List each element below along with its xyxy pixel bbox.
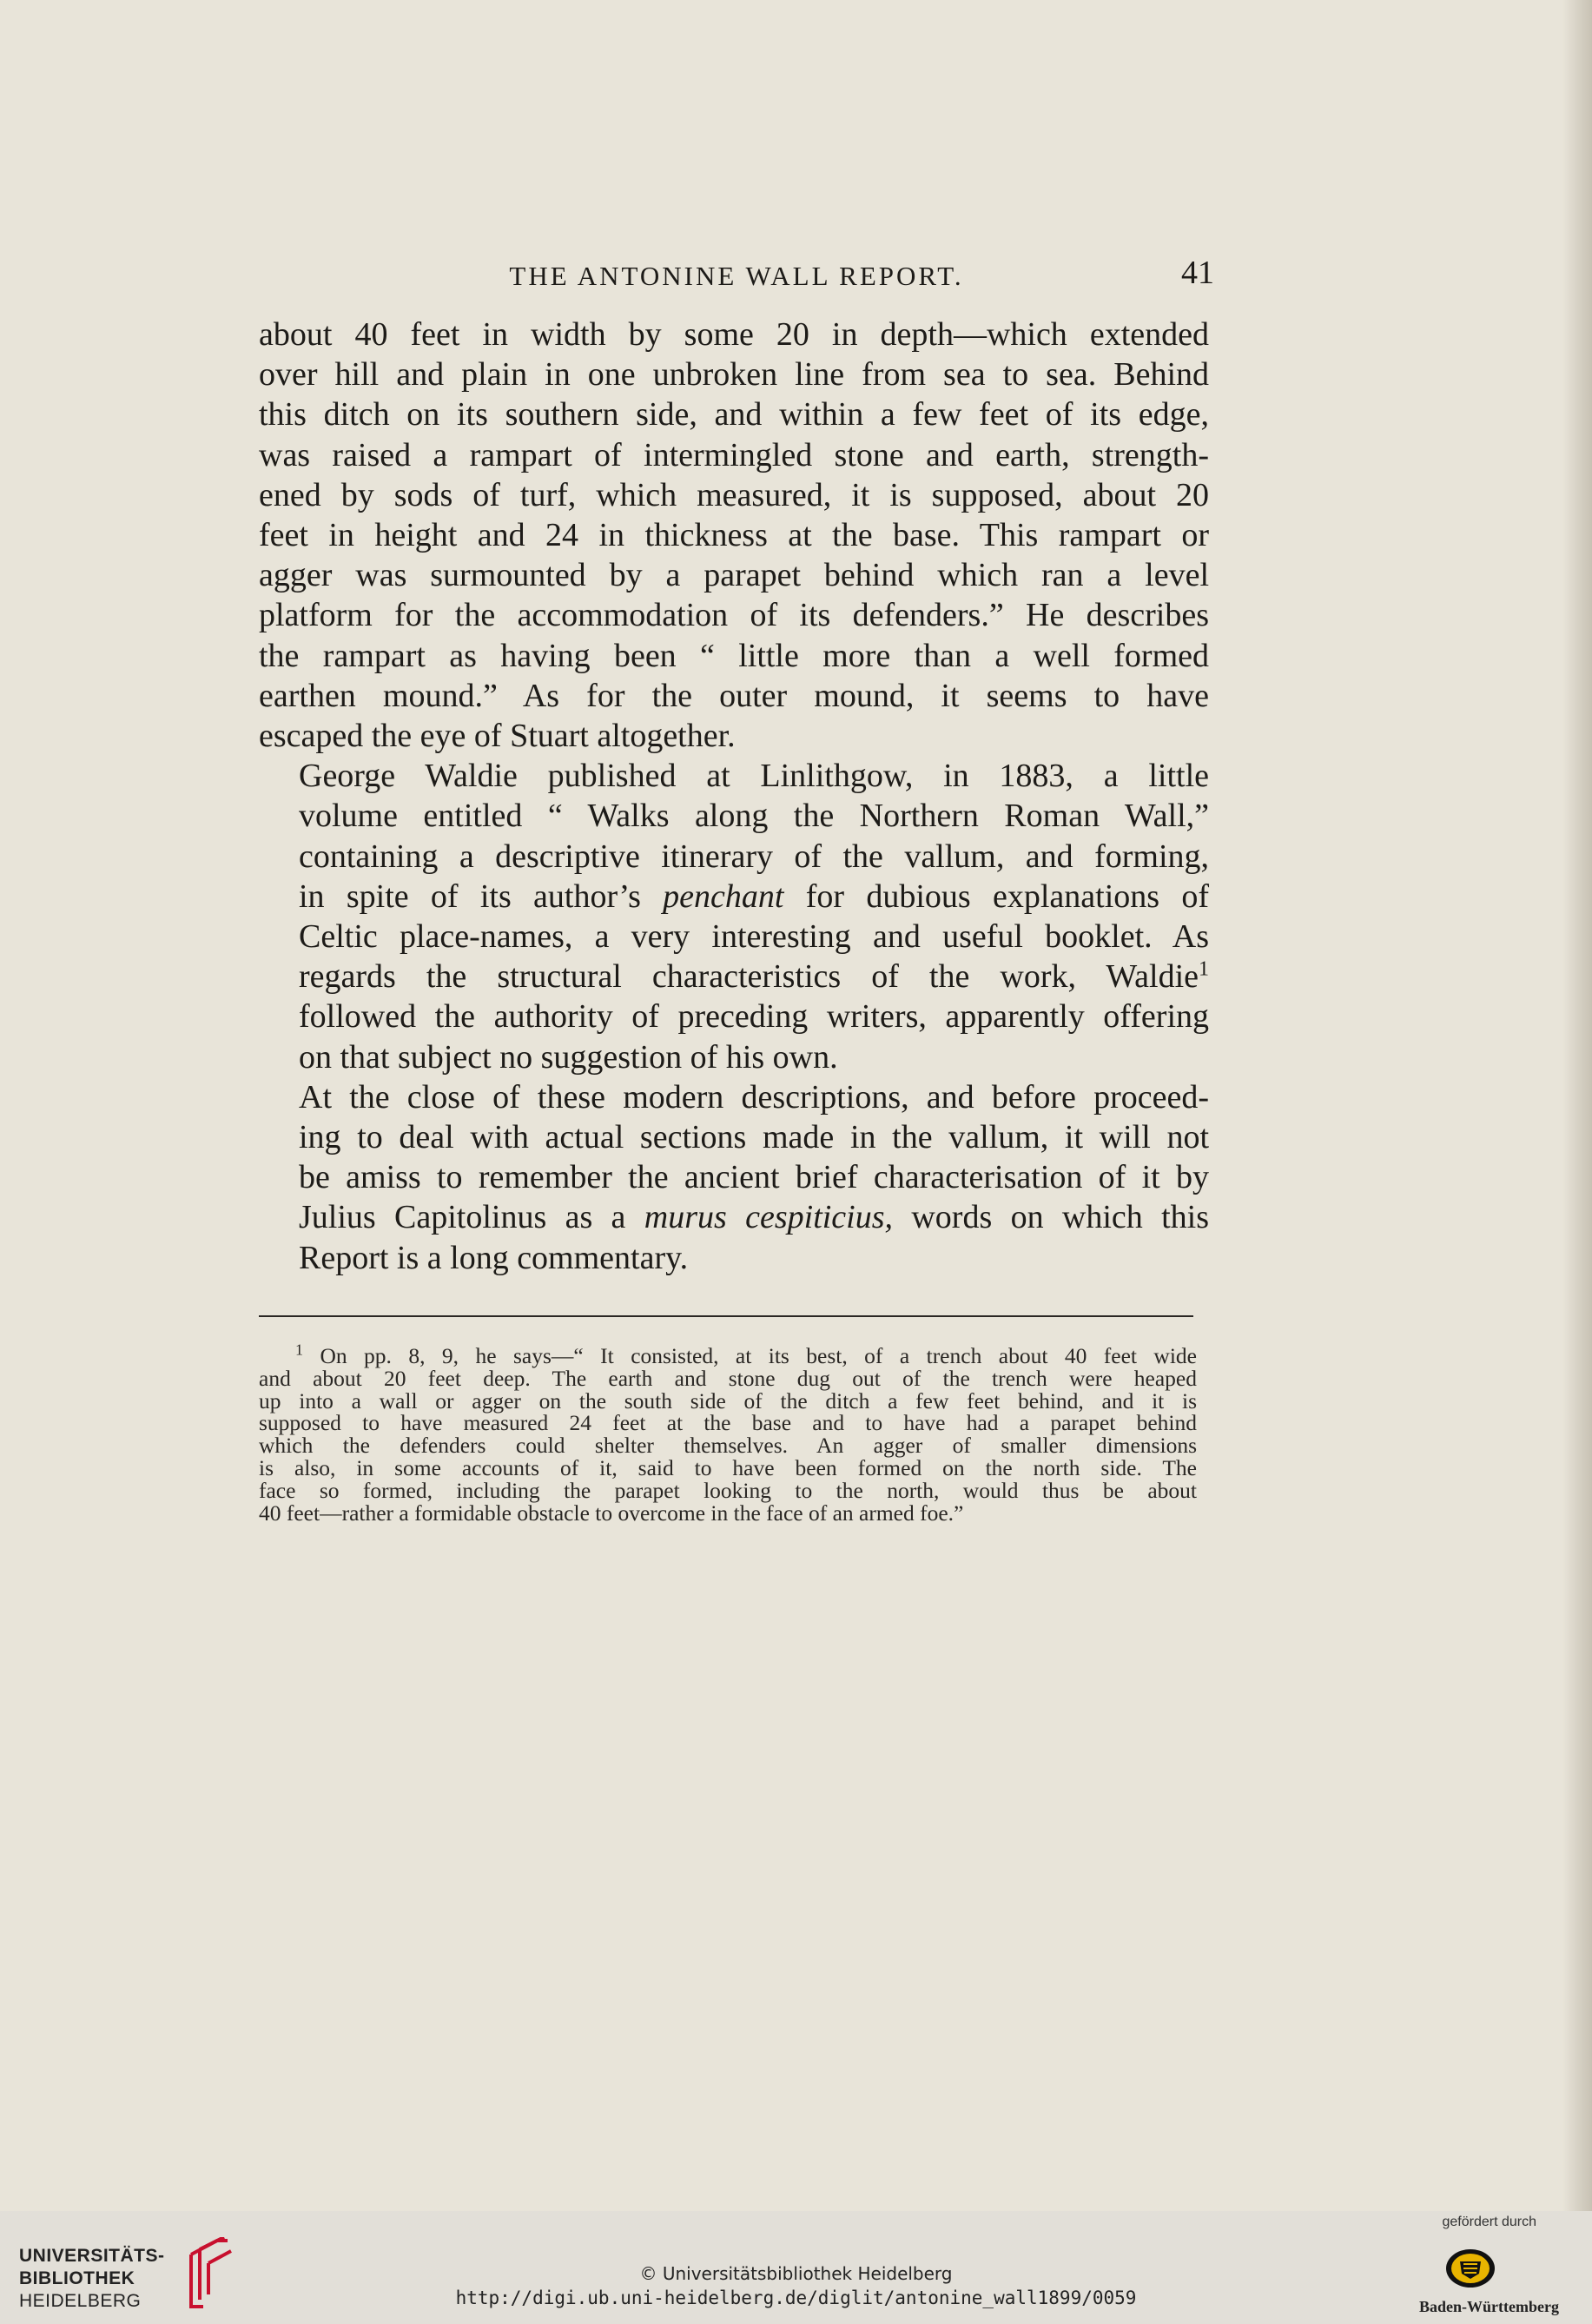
- text-line: ing to deal with actual sections made in the vallum, it will not: [299, 1119, 1209, 1156]
- sponsor-name: Baden-Württemberg: [1419, 2298, 1559, 2315]
- italic-term: murus cespiticius,: [644, 1199, 894, 1236]
- logo-text: UNIVERSITÄTS-: [19, 2246, 165, 2266]
- footnote-marker: 1: [295, 1341, 303, 1359]
- text-line: agger was surmounted by a parapet behind which ran a level: [259, 557, 1209, 594]
- text-line: containing a descriptive itinerary of the vallum, and forming,: [299, 838, 1209, 875]
- text-line: this ditch on its southern side, and within a few feet of its edge,: [259, 396, 1209, 434]
- footnote-line: face so formed, including the parapet looking to the north, would thus be about: [259, 1477, 1197, 1503]
- footnote-line: 40 feet—rather a formidable obstacle to overcome in the face of an armed foe.”: [259, 1500, 964, 1526]
- logo-text: HEIDELBERG: [19, 2291, 142, 2311]
- footnote-line: [259, 1341, 1198, 1368]
- text-line: about 40 feet in width by some 20 in depth—which extended: [259, 316, 1209, 353]
- text-line: George Waldie published at Linlithgow, in 1883, a little: [299, 758, 1209, 795]
- text-line: At the close of these modern descriptions, and before proceed-: [299, 1078, 1209, 1116]
- state-emblem-icon: [1444, 2248, 1496, 2289]
- text-line: on that subject no suggestion of his own.: [299, 1038, 838, 1076]
- text-run: for dubious explanations of: [783, 877, 1209, 915]
- footnote-line: is also, in some accounts of it, said to have been formed on the north side. The: [259, 1454, 1197, 1480]
- text-line: over hill and plain in one unbroken line from sea to sea. Behind: [259, 356, 1209, 394]
- text-line: be amiss to remember the ancient brief characterisation of it by: [299, 1159, 1209, 1196]
- text-line: was raised a rampart of intermingled stone and earth, strength-: [259, 436, 1209, 473]
- text-line: [259, 877, 1209, 917]
- text-line: volume entitled “ Walks along the Northern Roman Wall,”: [299, 798, 1209, 835]
- footnote: [259, 1341, 1198, 1526]
- text-line: earthen mound.” As for the outer mound, it seems to have: [259, 677, 1209, 714]
- text-line: escaped the eye of Stuart altogether.: [259, 718, 736, 755]
- footnote-ref: 1: [1199, 957, 1209, 981]
- sponsor-block[interactable]: [1385, 2211, 1559, 2324]
- text-run: in spite of its author’s: [299, 877, 664, 915]
- copyright-notice: © Universitätsbibliothek Heidelberg: [639, 2263, 953, 2284]
- sponsor-label: gefördert durch: [1442, 2215, 1536, 2229]
- italic-term: penchant: [663, 877, 784, 915]
- footnote-line: which the defenders could shelter themselves. An agger of smaller dimensions: [259, 1433, 1197, 1459]
- text-line: followed the authority of preceding writers, apparently offering: [299, 998, 1209, 1036]
- text-run: Julius Capitolinus as a: [299, 1199, 644, 1236]
- text-run: On pp. 8, 9, he says—“ It consisted, at its best, of a trench about 40 feet wide: [320, 1343, 1198, 1368]
- footnote-line: up into a wall or agger on the south side of the ditch a few feet behind, and it is: [259, 1387, 1197, 1414]
- text-line: [259, 957, 1209, 996]
- text-line: [259, 1197, 1209, 1237]
- paragraph-1: [259, 315, 1209, 756]
- text-line: Report is a long commentary.: [299, 1239, 689, 1276]
- text-line: Celtic place-names, a very interesting and useful booklet. As: [299, 918, 1209, 956]
- footnote-line: and about 20 feet deep. The earth and stone dug out of the trench were heaped: [259, 1365, 1197, 1391]
- running-head: [259, 254, 1214, 297]
- text-line: platform for the accommodation of its defenders.” He describes: [259, 597, 1209, 634]
- running-title: THE ANTONINE WALL REPORT.: [509, 261, 964, 291]
- body-text: [259, 315, 1209, 1278]
- text-line: feet in height and 24 in thickness at the base. This rampart or: [259, 517, 1209, 554]
- page-number: 41: [1181, 255, 1214, 291]
- text-run: regards the structural characteristics of the work, Waldie: [299, 958, 1199, 996]
- paragraph-2: [259, 756, 1209, 1077]
- footnote-line: supposed to have measured 24 feet at the base and to have had a parapet behind: [259, 1410, 1197, 1436]
- text-run: words on which this: [893, 1199, 1209, 1236]
- logo-text: BIBLIOTHEK: [19, 2268, 135, 2288]
- permalink[interactable]: http://digi.ub.uni-heidelberg.de/diglit/antonine_wall1899/0059: [455, 2288, 1137, 2308]
- footnote-divider: [259, 1315, 1193, 1317]
- text-line: ened by sods of turf, which measured, it is supposed, about 20: [259, 476, 1209, 513]
- paragraph-3: [259, 1077, 1209, 1278]
- text-line: the rampart as having been “ little more than a well formed: [259, 637, 1209, 674]
- viewer-footer: [0, 2211, 1592, 2324]
